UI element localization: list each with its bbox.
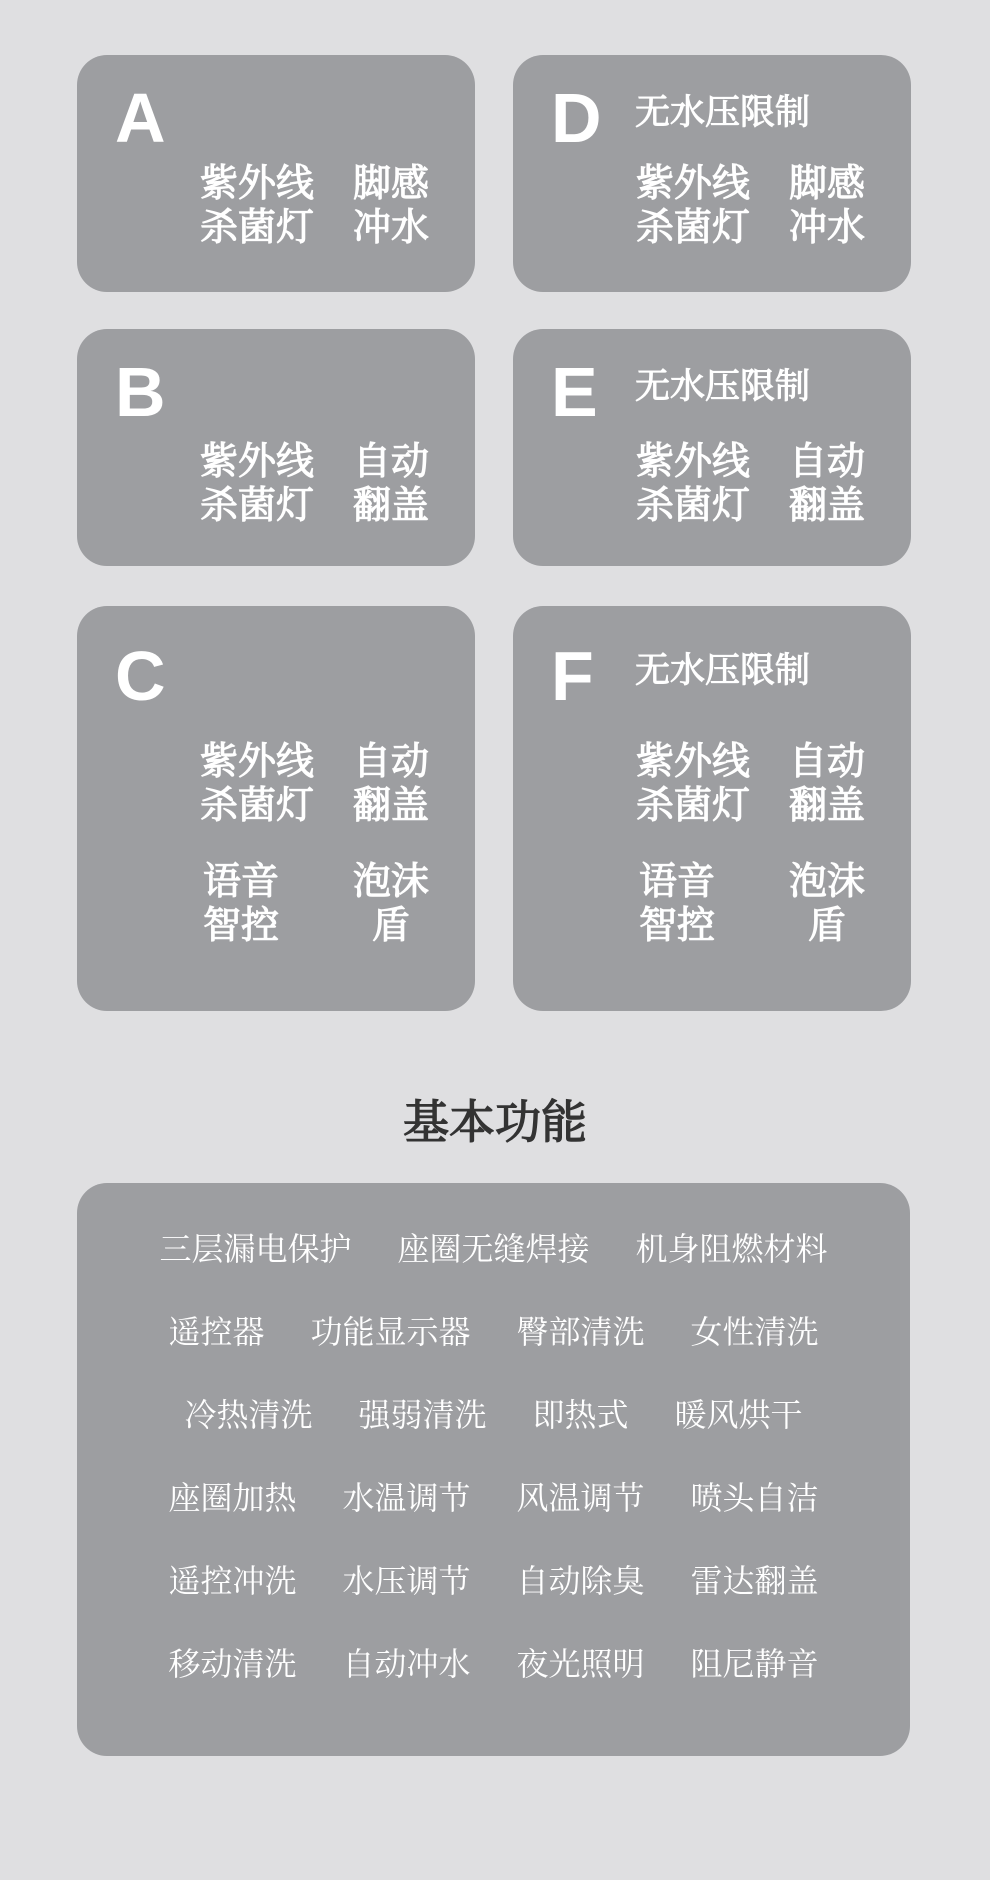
feature-label: 自动 翻盖	[352, 439, 429, 527]
basic-function-item: 三层漏电保护	[159, 1229, 352, 1268]
basic-function-item: 自动除臭	[516, 1561, 645, 1600]
model-letter: D	[551, 79, 602, 157]
model-card-e	[513, 329, 911, 566]
basic-functions-row	[77, 1620, 910, 1703]
model-letter: A	[115, 79, 166, 157]
model-letter: B	[115, 353, 166, 431]
basic-functions-row	[77, 1288, 910, 1371]
basic-function-item: 暖风烘干	[674, 1395, 803, 1434]
basic-function-item: 冷热清洗	[184, 1395, 313, 1434]
feature-label: 语音 智控	[638, 859, 715, 947]
basic-function-item: 遥控器	[168, 1312, 265, 1351]
basic-functions-row	[77, 1371, 910, 1454]
model-card-f	[513, 606, 911, 1011]
basic-function-item: 功能显示器	[310, 1312, 471, 1351]
basic-function-item: 座圈加热	[168, 1478, 297, 1517]
basic-function-item: 夜光照明	[516, 1644, 645, 1683]
basic-functions-row	[77, 1205, 910, 1288]
basic-function-item: 遥控冲洗	[168, 1561, 297, 1600]
feature-label: 泡沫 盾	[788, 859, 865, 947]
feature-label: 自动 翻盖	[788, 439, 865, 527]
model-letter: F	[551, 637, 594, 715]
basic-functions-row	[77, 1537, 910, 1620]
basic-function-item: 移动清洗	[168, 1644, 297, 1683]
basic-function-item: 水温调节	[342, 1478, 471, 1517]
feature-label: 语音 智控	[202, 859, 279, 947]
no-water-pressure-tag: 无水压限制	[635, 367, 811, 407]
basic-function-item: 座圈无缝焊接	[397, 1229, 590, 1268]
basic-functions-row	[77, 1454, 910, 1537]
basic-function-item: 水压调节	[342, 1561, 471, 1600]
model-card-b	[77, 329, 475, 566]
basic-function-item: 自动冲水	[342, 1644, 471, 1683]
no-water-pressure-tag: 无水压限制	[635, 651, 811, 691]
no-water-pressure-tag: 无水压限制	[635, 93, 811, 133]
basic-function-item: 臀部清洗	[516, 1312, 645, 1351]
feature-label: 自动 翻盖	[352, 739, 429, 827]
basic-functions-panel	[77, 1183, 910, 1756]
feature-label: 脚感 冲水	[352, 161, 429, 249]
model-card-a	[77, 55, 475, 292]
feature-label: 自动 翻盖	[788, 739, 865, 827]
basic-function-item: 阻尼静音	[690, 1644, 819, 1683]
model-letter: C	[115, 637, 166, 715]
model-card-d	[513, 55, 911, 292]
feature-label: 紫外线 杀菌灯	[635, 161, 750, 249]
basic-function-item: 机身阻燃材料	[635, 1229, 828, 1268]
model-letter: E	[551, 353, 598, 431]
feature-label: 紫外线 杀菌灯	[199, 439, 314, 527]
model-card-c	[77, 606, 475, 1011]
feature-label: 紫外线 杀菌灯	[199, 739, 314, 827]
basic-function-item: 即热式	[532, 1395, 629, 1434]
feature-label: 紫外线 杀菌灯	[635, 739, 750, 827]
basic-function-item: 强弱清洗	[358, 1395, 487, 1434]
basic-function-item: 风温调节	[516, 1478, 645, 1517]
feature-label: 脚感 冲水	[788, 161, 865, 249]
basic-function-item: 雷达翻盖	[690, 1561, 819, 1600]
basic-function-item: 喷头自洁	[690, 1478, 819, 1517]
basic-function-item: 女性清洗	[690, 1312, 819, 1351]
feature-label: 紫外线 杀菌灯	[199, 161, 314, 249]
feature-label: 泡沫 盾	[352, 859, 429, 947]
feature-label: 紫外线 杀菌灯	[635, 439, 750, 527]
basic-functions-title: 基本功能	[403, 1095, 587, 1149]
